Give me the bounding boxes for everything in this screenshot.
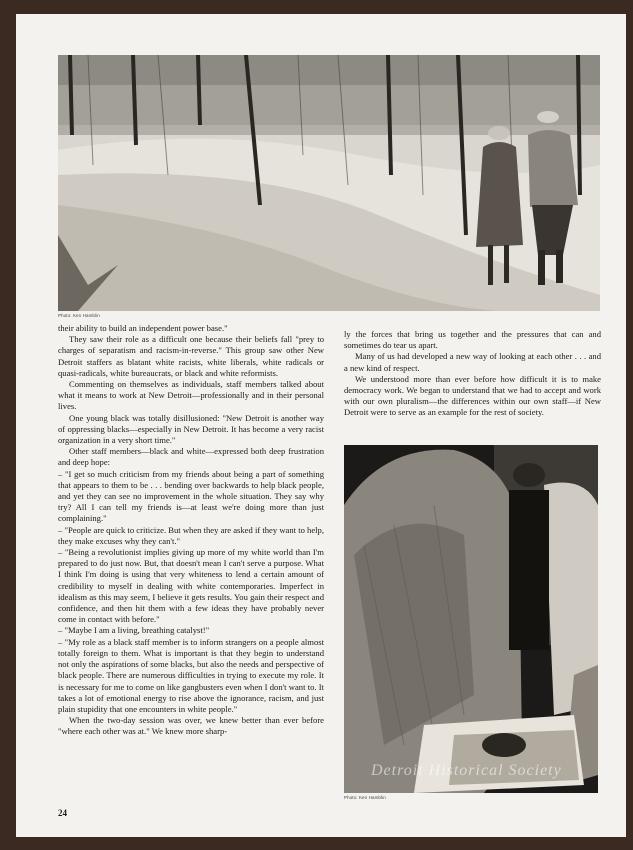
right-text-column bbox=[344, 329, 601, 419]
page-number: 24 bbox=[58, 808, 67, 818]
paragraph: Other staff members—black and white—expressed both deep frustration and deep hope: bbox=[58, 446, 324, 468]
quote-paragraph: – "My role as a black staff member is to inform strangers on a people almost totally foreign to them. What is important is that they begin to understand not only the aspirations of some blacks, but also the needs and perspective of black people. There are numerous difficulties in trying to execute my role. It is necessary for me to come on like gangbusters even when I don't want to. It takes a lot of emotional energy to rise above the ignorance, racism, and just plain stupidity that one encounters in white people." bbox=[58, 636, 324, 714]
quote-paragraph: – "Being a revolutionist implies giving up more of my white world than I'm prepared to do just now. But, that doesn't mean I can't serve a purpose. What I think I'm doing is using that very whiteness to lend a certain amount of credibility to myself in dealing with white contemporaries. Imperfect in idealism as this may seem, I believe it gets results. You gain their respect and confidence, and then hit them with a few ideas they have probably never come in contact with before." bbox=[58, 547, 324, 625]
watermark: Detroit Historical Society bbox=[371, 762, 562, 779]
magazine-page bbox=[16, 14, 626, 837]
paragraph: They saw their role as a difficult one because their beliefs fall "prey to charges of separatism and racism-in-reverse." This group saw other New Detroit staffers as blatant white racists, white liberals, white radicals or quasi-radicals, white bureaucrats, or black and white reformists. bbox=[58, 334, 324, 378]
paragraph: their ability to build an independent power base." bbox=[58, 323, 228, 333]
paragraph: One young black was totally disillusioned: "New Detroit is another way of oppressing blacks—especially in New Detroit. It has become a very racist organization in a very short time." bbox=[58, 412, 324, 446]
crowd-image bbox=[344, 445, 598, 793]
paragraph: Many of us had developed a new way of looking at each other . . . and a new kind of respect. bbox=[344, 351, 601, 373]
top-photo bbox=[58, 55, 600, 311]
quote-paragraph: – "People are quick to criticize. But when they are asked if they want to help, they make excuses why they can't." bbox=[58, 524, 324, 546]
quote-paragraph: – "I get so much criticism from my friends about being a part of something that appears to them to be . . . bending over backwards to help black people, and yet they can see no improvement in the whole situation. They say why try? All I can tell my friends is—at least we're doing more than just complaining." bbox=[58, 468, 324, 524]
bottom-photo bbox=[344, 445, 598, 793]
paragraph: We understood more than ever before how difficult it is to make democracy work. We began to understand that we had to accept and work with our own pluralism—the differences within our own staff—if New Detroit were to serve as an example for the rest of society. bbox=[344, 373, 601, 418]
paragraph: Commenting on themselves as individuals, staff members talked about what it means to work at New Detroit—professionally and in their personal lives. bbox=[58, 379, 324, 412]
top-photo-credit: Photo: Ken Hamblin bbox=[58, 313, 100, 318]
bottom-photo-credit: Photo: Ken Hamblin bbox=[344, 795, 386, 800]
quote-paragraph: – "Maybe I am a living, breathing catalyst!" bbox=[58, 625, 210, 636]
snowy-woods-image bbox=[58, 55, 600, 311]
paragraph: When the two-day session was over, we knew better than ever before "where each other was at." We knew more sharp- bbox=[58, 715, 324, 737]
left-text-column bbox=[58, 323, 324, 738]
paragraph: ly the forces that bring us together and the pressures that can and sometimes do tear us apart. bbox=[344, 329, 601, 351]
